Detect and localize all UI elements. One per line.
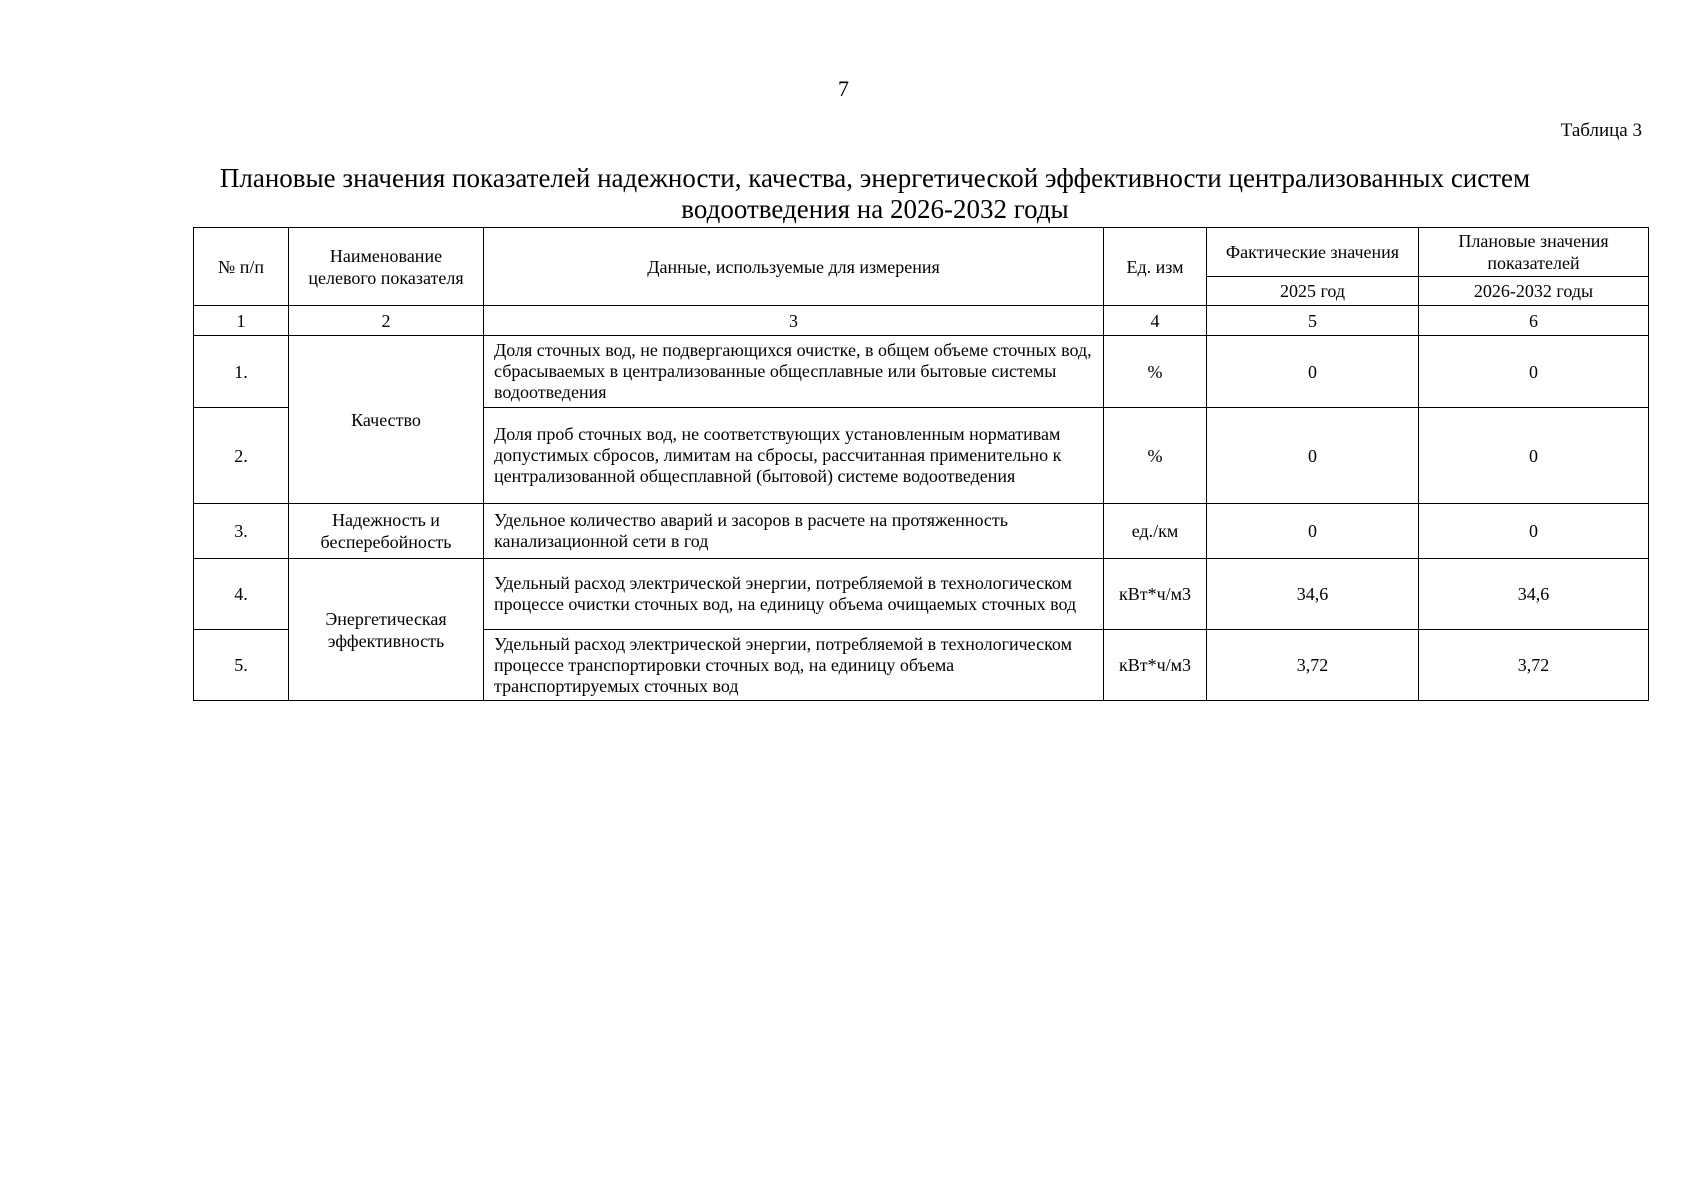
- row-data: Удельное количество аварий и засоров в расчете на протяженность канализационной сети в год: [484, 504, 1104, 559]
- row-actual: 0: [1207, 336, 1419, 408]
- group-energy: Энергетическая эффективность: [289, 559, 484, 701]
- column-number-row: [194, 306, 1649, 336]
- header-planned: Плановые значения показателей: [1419, 228, 1649, 277]
- row-actual: 34,6: [1207, 559, 1419, 630]
- page-number: 7: [838, 76, 849, 101]
- header-data: Данные, используемые для измерения: [484, 228, 1104, 306]
- row-planned: 0: [1419, 504, 1649, 559]
- row-data: Доля проб сточных вод, не соответствующих установленным нормативам допустимых сбросов, лимитам на сбросы, рассчитанная применительно к централизованной общесплавной (бытовой) системе водоотведения: [484, 408, 1104, 504]
- row-num: 2.: [194, 408, 289, 504]
- header-actual: Фактические значения: [1207, 228, 1419, 277]
- table-row: [194, 504, 1649, 559]
- row-num: 3.: [194, 504, 289, 559]
- column-number: 5: [1207, 306, 1419, 336]
- row-unit: кВт*ч/м3: [1104, 630, 1207, 701]
- title-line-2: водоотведения на 2026-2032 годы: [681, 194, 1069, 224]
- header-row: [194, 228, 1649, 277]
- row-planned: 0: [1419, 336, 1649, 408]
- title-line-1: Плановые значения показателей надежности, качества, энергетической эффективности централизованных систем: [219, 163, 1531, 193]
- row-unit: %: [1104, 408, 1207, 504]
- row-planned: 3,72: [1419, 630, 1649, 701]
- row-unit: ед./км: [1104, 504, 1207, 559]
- table-row: [194, 559, 1649, 630]
- table-row: [194, 336, 1649, 408]
- row-num: 4.: [194, 559, 289, 630]
- row-actual: 3,72: [1207, 630, 1419, 701]
- column-number: 3: [484, 306, 1104, 336]
- column-number: 6: [1419, 306, 1649, 336]
- group-reliability: Надежность и бесперебойность: [289, 504, 484, 559]
- row-actual: 0: [1207, 504, 1419, 559]
- row-planned: 0: [1419, 408, 1649, 504]
- header-unit: Ед. изм: [1104, 228, 1207, 306]
- row-data: Удельный расход электрической энергии, потребляемой в технологическом процессе транспортировки сточных вод, на единицу объема транспортируемых сточных вод: [484, 630, 1104, 701]
- header-num: № п/п: [194, 228, 289, 306]
- group-quality: Качество: [289, 336, 484, 504]
- row-num: 5.: [194, 630, 289, 701]
- column-number: 2: [289, 306, 484, 336]
- row-num: 1.: [194, 336, 289, 408]
- row-data: Доля сточных вод, не подвергающихся очистке, в общем объеме сточных вод, сбрасываемых в централизованные общесплавные или бытовые системы водоотведения: [484, 336, 1104, 408]
- column-number: 4: [1104, 306, 1207, 336]
- header-actual-year: 2025 год: [1207, 277, 1419, 306]
- column-number: 1: [194, 306, 289, 336]
- row-unit: кВт*ч/м3: [1104, 559, 1207, 630]
- row-unit: %: [1104, 336, 1207, 408]
- indicators-table: [193, 227, 1649, 701]
- row-planned: 34,6: [1419, 559, 1649, 630]
- row-actual: 0: [1207, 408, 1419, 504]
- document-title: [150, 163, 1600, 225]
- row-data: Удельный расход электрической энергии, потребляемой в технологическом процессе очистки сточных вод, на единицу объема очищаемых сточных вод: [484, 559, 1104, 630]
- header-planned-years: 2026-2032 годы: [1419, 277, 1649, 306]
- header-name: Наименование целевого показателя: [289, 228, 484, 306]
- table-label: Таблица 3: [1560, 120, 1642, 141]
